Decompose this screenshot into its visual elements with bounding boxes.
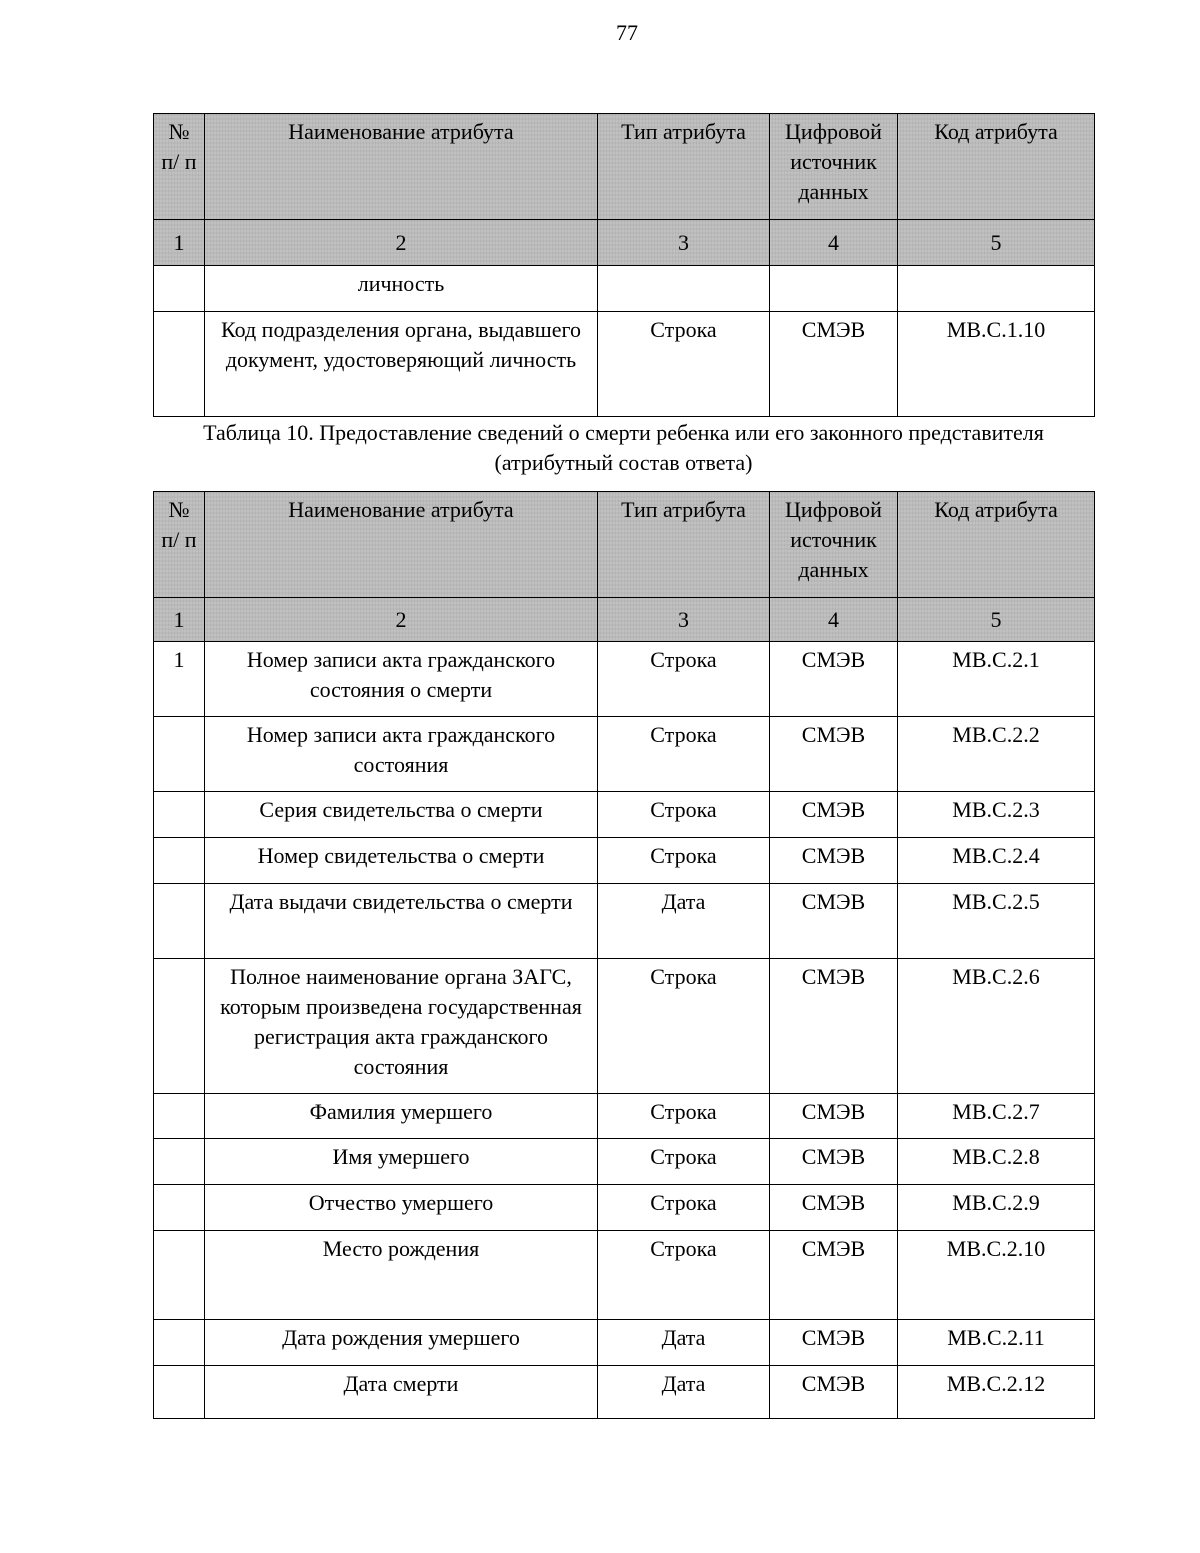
header-source: Цифровой источник данных (770, 492, 898, 598)
header-numbers-row (154, 220, 1095, 266)
table-row (154, 1320, 1095, 1366)
table-header-row (154, 114, 1095, 220)
row-name: Место рождения (205, 1231, 598, 1320)
header-name: Наименование атрибута (205, 492, 598, 598)
row-name: Номер свидетельства о смерти (205, 838, 598, 884)
row-name: Номер записи акта гражданского состояния о смерти (205, 642, 598, 717)
row-source: СМЭВ (770, 959, 898, 1094)
header-number: 3 (598, 598, 770, 642)
row-type: Дата (598, 884, 770, 959)
row-type: Строка (598, 838, 770, 884)
row-code: МВ.С.1.10 (898, 312, 1095, 417)
row-source: СМЭВ (770, 717, 898, 792)
header-type: Тип атрибута (598, 114, 770, 220)
table-row (154, 1185, 1095, 1231)
row-source: СМЭВ (770, 884, 898, 959)
row-num (154, 884, 205, 959)
table-row (154, 717, 1095, 792)
row-name: Серия свидетельства о смерти (205, 792, 598, 838)
row-type: Строка (598, 1185, 770, 1231)
row-source: СМЭВ (770, 642, 898, 717)
table-row (154, 884, 1095, 959)
row-code: МВ.С.2.1 (898, 642, 1095, 717)
row-source: СМЭВ (770, 1185, 898, 1231)
header-numbers-row (154, 598, 1095, 642)
row-source: СМЭВ (770, 1094, 898, 1139)
table-10-caption (153, 418, 1094, 478)
row-type: Строка (598, 1094, 770, 1139)
header-number: 5 (898, 598, 1095, 642)
header-number: 5 (898, 220, 1095, 266)
header-type: Тип атрибута (598, 492, 770, 598)
row-source: СМЭВ (770, 1139, 898, 1185)
caption-line-2: (атрибутный состав ответа) (494, 450, 753, 475)
table-10 (153, 491, 1095, 1419)
row-num (154, 312, 205, 417)
row-num (154, 1094, 205, 1139)
row-source: СМЭВ (770, 838, 898, 884)
row-code (898, 266, 1095, 312)
row-name: Полное наименование органа ЗАГС, которым произведена государственная регистрация акта гражданского состояния (205, 959, 598, 1094)
row-num (154, 1185, 205, 1231)
header-number: 1 (154, 598, 205, 642)
table-row (154, 312, 1095, 417)
row-source: СМЭВ (770, 312, 898, 417)
row-code: МВ.С.2.2 (898, 717, 1095, 792)
row-num (154, 792, 205, 838)
row-num (154, 1320, 205, 1366)
row-code: МВ.С.2.3 (898, 792, 1095, 838)
row-code: МВ.С.2.9 (898, 1185, 1095, 1231)
header-number: 4 (770, 598, 898, 642)
row-type: Строка (598, 959, 770, 1094)
row-type (598, 266, 770, 312)
table-row (154, 838, 1095, 884)
header-number: 4 (770, 220, 898, 266)
row-code: МВ.С.2.12 (898, 1366, 1095, 1419)
table-row (154, 959, 1095, 1094)
row-name: Дата рождения умершего (205, 1320, 598, 1366)
row-code: МВ.С.2.4 (898, 838, 1095, 884)
row-num (154, 1231, 205, 1320)
row-num (154, 959, 205, 1094)
row-name: Номер записи акта гражданского состояния (205, 717, 598, 792)
row-num (154, 1139, 205, 1185)
row-num (154, 717, 205, 792)
header-code: Код атрибута (898, 492, 1095, 598)
header-number: 3 (598, 220, 770, 266)
row-code: МВ.С.2.6 (898, 959, 1095, 1094)
row-source: СМЭВ (770, 1366, 898, 1419)
row-type: Дата (598, 1366, 770, 1419)
row-num (154, 838, 205, 884)
header-name: Наименование атрибута (205, 114, 598, 220)
header-number: 2 (205, 598, 598, 642)
table-row (154, 1139, 1095, 1185)
row-source (770, 266, 898, 312)
row-type: Строка (598, 312, 770, 417)
row-type: Строка (598, 1231, 770, 1320)
header-code: Код атрибута (898, 114, 1095, 220)
row-code: МВ.С.2.10 (898, 1231, 1095, 1320)
table-row (154, 642, 1095, 717)
row-type: Строка (598, 642, 770, 717)
row-code: МВ.С.2.7 (898, 1094, 1095, 1139)
table-header-row (154, 492, 1095, 598)
header-number: 2 (205, 220, 598, 266)
row-name: Отчество умершего (205, 1185, 598, 1231)
caption-line-1: Таблица 10. Предоставление сведений о смерти ребенка или его законного представителя (203, 420, 1044, 445)
row-source: СМЭВ (770, 1231, 898, 1320)
row-source: СМЭВ (770, 792, 898, 838)
row-code: МВ.С.2.11 (898, 1320, 1095, 1366)
row-type: Строка (598, 792, 770, 838)
row-name: Фамилия умершего (205, 1094, 598, 1139)
table-9-continuation (153, 113, 1095, 417)
row-num (154, 1366, 205, 1419)
table-row (154, 1366, 1095, 1419)
row-name: Дата смерти (205, 1366, 598, 1419)
row-name: личность (205, 266, 598, 312)
row-num: 1 (154, 642, 205, 717)
header-num: № п/ п (154, 492, 205, 598)
row-type: Строка (598, 717, 770, 792)
row-type: Строка (598, 1139, 770, 1185)
table-row (154, 266, 1095, 312)
header-source: Цифровой источник данных (770, 114, 898, 220)
row-num (154, 266, 205, 312)
header-number: 1 (154, 220, 205, 266)
row-code: МВ.С.2.8 (898, 1139, 1095, 1185)
row-name: Имя умершего (205, 1139, 598, 1185)
row-name: Код подразделения органа, выдавшего документ, удостоверяющий личность (205, 312, 598, 417)
table-row (154, 792, 1095, 838)
table-row (154, 1094, 1095, 1139)
table-row (154, 1231, 1095, 1320)
header-num: № п/ п (154, 114, 205, 220)
row-name: Дата выдачи свидетельства о смерти (205, 884, 598, 959)
row-source: СМЭВ (770, 1320, 898, 1366)
page-number: 77 (616, 20, 638, 45)
row-code: МВ.С.2.5 (898, 884, 1095, 959)
row-type: Дата (598, 1320, 770, 1366)
